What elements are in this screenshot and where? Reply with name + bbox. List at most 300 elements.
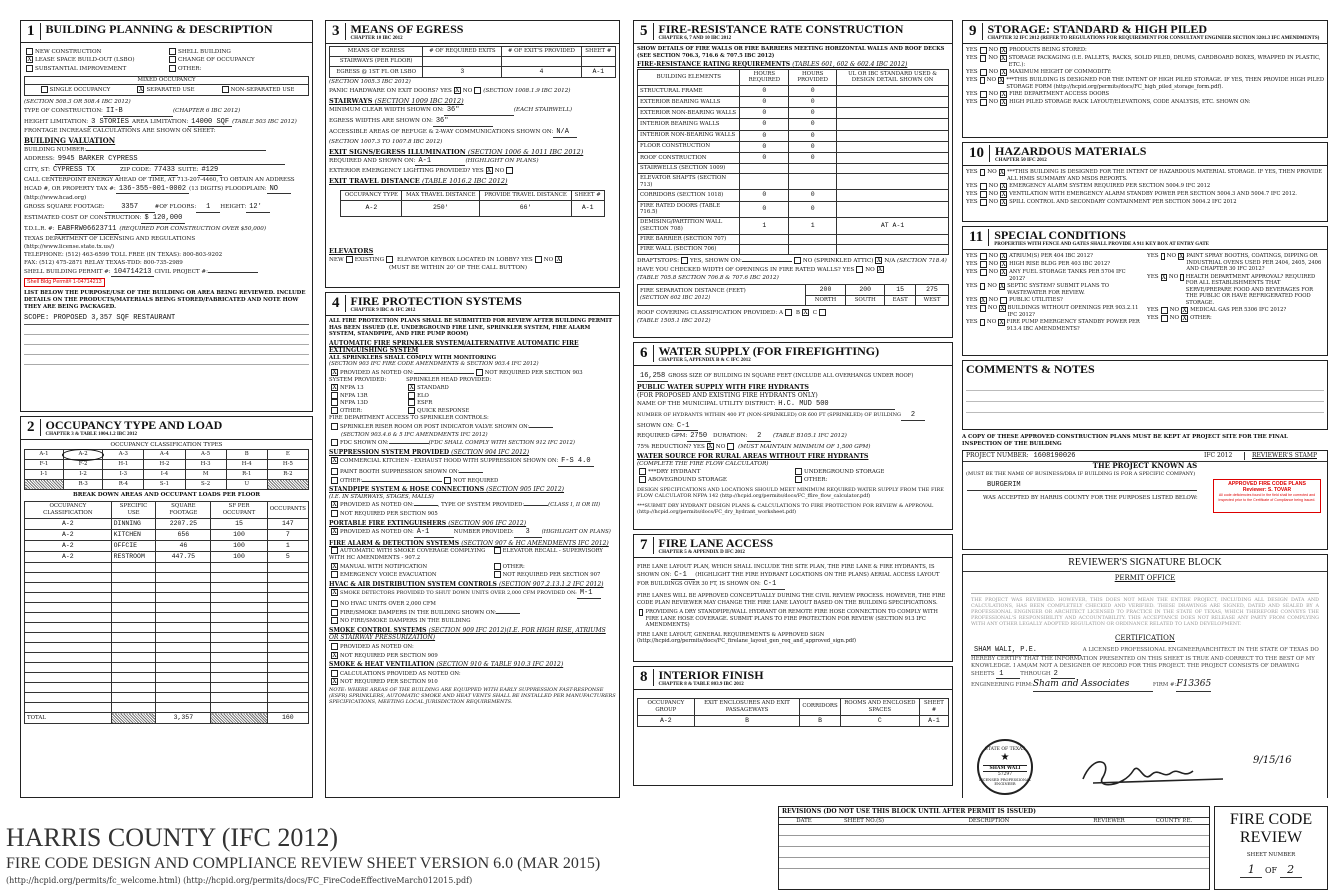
yes-checkbox[interactable] — [980, 253, 987, 260]
occupancy-cell[interactable] — [267, 583, 308, 593]
occupancy-cell[interactable] — [25, 623, 112, 633]
interior-finish-cell[interactable]: B — [800, 715, 840, 726]
access-value[interactable]: N/A — [553, 128, 577, 138]
separation-west-value[interactable]: 275 — [915, 284, 948, 295]
building-number-field[interactable] — [86, 150, 266, 151]
yes-checkbox[interactable] — [1161, 253, 1165, 260]
occupancy-cell[interactable] — [267, 623, 308, 633]
yes-checkbox[interactable] — [980, 47, 987, 54]
occupancy-cell[interactable] — [111, 573, 156, 583]
occupancy-cell[interactable] — [156, 563, 211, 573]
fire-rating-cell[interactable] — [789, 163, 837, 173]
fire-rating-cell[interactable]: 0 — [740, 141, 789, 152]
occupancy-cell[interactable]: 147 — [267, 518, 308, 529]
no-checkbox[interactable]: X — [1179, 253, 1184, 261]
occupancy-cell[interactable] — [156, 603, 211, 613]
fire-rating-cell[interactable] — [837, 163, 949, 173]
fire-rating-cell[interactable]: 1 — [789, 218, 837, 235]
no-hvac-checkbox[interactable] — [331, 600, 338, 607]
fire-rating-cell[interactable] — [740, 244, 789, 254]
yes-checkbox[interactable]: X — [980, 297, 986, 305]
panic-yes-checkbox[interactable]: X — [455, 87, 460, 95]
no-checkbox[interactable]: X — [1001, 199, 1006, 207]
suppression-other-field[interactable] — [362, 481, 442, 482]
fire-rating-cell[interactable] — [837, 152, 949, 163]
occupancy-cell[interactable] — [267, 633, 308, 643]
yes-checkbox[interactable] — [980, 319, 985, 326]
occupancy-cell[interactable] — [211, 703, 267, 713]
sheets-from-value[interactable]: 1 — [996, 670, 1020, 680]
no-checkbox[interactable]: X — [999, 319, 1004, 327]
occupancy-cell[interactable]: A-2 — [25, 551, 112, 562]
occupancy-cell[interactable] — [267, 613, 308, 623]
yes-checkbox[interactable] — [980, 169, 986, 176]
elevator-new-checkbox[interactable] — [346, 256, 353, 263]
system-option-checkbox[interactable] — [331, 399, 338, 406]
occupancy-cell[interactable]: 7 — [267, 529, 308, 540]
firm-value[interactable]: Sham and Associates — [1033, 679, 1153, 691]
smoke-control-notreq-checkbox[interactable]: X — [332, 651, 337, 659]
travel-distance-cell[interactable]: 250' — [402, 200, 480, 216]
no-dampers-checkbox[interactable] — [331, 617, 338, 624]
fire-rating-cell[interactable] — [789, 234, 837, 244]
non-separated-use-checkbox[interactable] — [222, 86, 229, 93]
riser-field[interactable] — [529, 427, 553, 428]
alarm-other-checkbox[interactable] — [494, 563, 501, 570]
suite-value[interactable]: #129 — [198, 166, 222, 176]
elevator-existing-checkbox[interactable] — [386, 256, 393, 263]
extinguishers-sheet-value[interactable]: A-1 — [414, 528, 454, 538]
paint-booth-field[interactable] — [459, 472, 483, 473]
dampers-field[interactable] — [496, 613, 520, 614]
yes-checkbox[interactable] — [980, 69, 987, 76]
floors-value[interactable]: 1 — [196, 203, 220, 213]
water-other-checkbox[interactable] — [795, 476, 802, 483]
sheets-to-value[interactable]: 2 — [1051, 670, 1075, 680]
occupancy-cell[interactable] — [267, 563, 308, 573]
occupancy-cell[interactable] — [111, 623, 156, 633]
tdlr-value[interactable]: EABFRW06623711 — [55, 225, 120, 235]
alarm-auto-checkbox[interactable] — [331, 547, 338, 554]
zip-value[interactable]: 77433 — [151, 166, 178, 176]
fire-rating-cell[interactable]: 0 — [789, 119, 837, 130]
occupancy-cell[interactable] — [156, 583, 211, 593]
floodplain-value[interactable]: NO — [267, 185, 291, 195]
occupancy-cell[interactable] — [111, 683, 156, 693]
occupancy-cell[interactable] — [111, 583, 156, 593]
occupancy-cell[interactable] — [156, 643, 211, 653]
head-option-checkbox[interactable] — [408, 407, 415, 414]
project-name-value[interactable]: BURGERIM — [967, 481, 1197, 491]
egress-width-value[interactable]: 36" — [433, 117, 493, 127]
fire-rating-cell[interactable]: 0 — [740, 86, 789, 97]
yes-checkbox[interactable] — [1161, 315, 1168, 322]
address-value[interactable]: 9945 BARKER CYPRESS — [55, 155, 285, 165]
occupancy-cell[interactable] — [111, 673, 156, 683]
yes-checkbox[interactable] — [980, 191, 987, 198]
draftstops-field[interactable] — [742, 261, 792, 262]
fire-rating-cell[interactable] — [789, 244, 837, 254]
occupancy-cell[interactable] — [111, 703, 156, 713]
hydrants-shown-value[interactable]: C-1 — [674, 422, 698, 432]
yes-checkbox[interactable] — [980, 91, 987, 98]
height-value[interactable]: 12' — [246, 203, 270, 213]
fire-rating-cell[interactable] — [837, 201, 949, 218]
egress-cell[interactable] — [502, 57, 582, 67]
separated-use-checkbox[interactable]: X — [138, 86, 144, 94]
alarm-manual-checkbox[interactable]: X — [332, 562, 337, 570]
occupancy-cell[interactable] — [111, 613, 156, 623]
no-checkbox[interactable]: X — [1001, 183, 1006, 191]
system-option-checkbox[interactable] — [331, 407, 338, 414]
aboveground-checkbox[interactable] — [639, 476, 646, 483]
no-checkbox[interactable] — [1180, 274, 1183, 281]
dampers-checkbox[interactable] — [331, 609, 338, 616]
occupancy-cell[interactable] — [156, 653, 211, 663]
total-sf-value[interactable]: 3,357 — [156, 713, 211, 724]
occupancy-cell[interactable] — [211, 633, 267, 643]
occupancy-cell[interactable] — [267, 653, 308, 663]
fire-rating-cell[interactable]: 0 — [789, 130, 837, 141]
standpipe-provided-field[interactable] — [414, 505, 438, 506]
fire-rating-cell[interactable]: 0 — [789, 190, 837, 201]
occupancy-cell[interactable] — [25, 663, 112, 673]
occupancy-cell[interactable]: A-2 — [25, 540, 112, 551]
yes-checkbox[interactable] — [980, 199, 987, 206]
dry-hydrant-checkbox[interactable] — [639, 468, 646, 475]
travel-distance-cell[interactable]: A-1 — [571, 200, 604, 216]
occupancy-cell[interactable] — [111, 693, 156, 703]
heat-calcs-checkbox[interactable] — [331, 670, 338, 677]
occupancy-cell[interactable] — [25, 633, 112, 643]
min-clear-value[interactable]: 36" — [444, 106, 514, 116]
total-occupants-value[interactable]: 160 — [267, 713, 308, 724]
draftstops-yes-checkbox[interactable] — [681, 257, 688, 264]
interior-finish-cell[interactable]: B — [694, 715, 800, 726]
standpipe-type-field[interactable] — [524, 505, 548, 506]
sheet-total-value[interactable]: 2 — [1280, 863, 1302, 878]
fire-rating-cell[interactable]: 0 — [789, 141, 837, 152]
occupancy-cell[interactable] — [267, 643, 308, 653]
egress-cell[interactable]: 4 — [502, 67, 582, 78]
fdc-field[interactable] — [389, 443, 429, 444]
occupancy-cell[interactable] — [156, 633, 211, 643]
kitchen-hood-checkbox[interactable]: X — [332, 457, 337, 465]
head-option-checkbox[interactable] — [408, 392, 415, 399]
fire-rating-cell[interactable]: 0 — [789, 108, 837, 119]
fire-rating-cell[interactable]: 0 — [740, 119, 789, 130]
area-limit-value[interactable]: 14000 SQF — [188, 118, 232, 128]
occupancy-cell[interactable] — [211, 593, 267, 603]
occupancy-cell[interactable]: KITCHEN — [111, 529, 156, 540]
interior-finish-cell[interactable]: A-1 — [919, 715, 948, 726]
occupancy-cell[interactable] — [211, 623, 267, 633]
no-checkbox[interactable]: X — [1001, 47, 1006, 55]
occupancy-cell[interactable] — [267, 683, 308, 693]
construction-option-checkbox[interactable] — [26, 65, 33, 72]
occupancy-cell[interactable] — [211, 693, 267, 703]
no-checkbox[interactable] — [1000, 297, 1007, 304]
occupancy-cell[interactable] — [25, 653, 112, 663]
occupancy-cell[interactable] — [211, 653, 267, 663]
riser-checkbox[interactable] — [331, 423, 338, 430]
occupancy-cell[interactable] — [156, 673, 211, 683]
egress-cell[interactable]: A-1 — [581, 67, 615, 78]
smoke-detectors-value[interactable]: M-1 — [577, 589, 601, 599]
occupancy-cell[interactable] — [211, 613, 267, 623]
yes-checkbox[interactable] — [1161, 307, 1168, 314]
heat-notreq-checkbox[interactable]: X — [332, 678, 337, 686]
keybox-no-checkbox[interactable]: X — [556, 255, 561, 263]
occupancy-cell[interactable] — [25, 613, 112, 623]
occupancy-cell[interactable] — [156, 623, 211, 633]
occupancy-cell[interactable] — [25, 573, 112, 583]
no-checkbox[interactable]: X — [1000, 305, 1005, 313]
mud-value[interactable]: H.C. MUD 500 — [775, 400, 895, 410]
occupancy-cell[interactable] — [267, 693, 308, 703]
occupancy-cell[interactable] — [267, 573, 308, 583]
aerial-access-value[interactable]: C-1 — [761, 580, 785, 590]
fire-rating-cell[interactable] — [740, 173, 789, 190]
fire-rating-cell[interactable] — [837, 108, 949, 119]
no-checkbox[interactable]: X — [1182, 315, 1187, 323]
roof-c-checkbox[interactable] — [819, 309, 826, 316]
fire-rating-cell[interactable]: 0 — [740, 201, 789, 218]
separation-east-value[interactable]: 15 — [885, 284, 916, 295]
occupancy-cell[interactable] — [25, 693, 112, 703]
fire-rating-cell[interactable]: 0 — [740, 97, 789, 108]
construction-type-value[interactable]: II-B — [103, 107, 173, 117]
yes-checkbox[interactable] — [980, 99, 987, 106]
no-checkbox[interactable]: X — [999, 169, 1004, 177]
system-option-checkbox[interactable] — [331, 392, 338, 399]
head-option-checkbox[interactable] — [408, 399, 415, 406]
occupancy-cell[interactable] — [211, 683, 267, 693]
occupancy-cell[interactable] — [156, 703, 211, 713]
fire-rating-cell[interactable] — [837, 190, 949, 201]
occupancy-cell[interactable] — [156, 663, 211, 673]
ext-emergency-yes-checkbox[interactable]: X — [487, 167, 492, 175]
occupancy-cell[interactable] — [211, 563, 267, 573]
occupancy-cell[interactable] — [267, 593, 308, 603]
occupancy-cell[interactable] — [156, 593, 211, 603]
ext-emergency-no-checkbox[interactable] — [506, 167, 513, 174]
civil-project-field[interactable] — [208, 272, 258, 273]
occupancy-cell[interactable] — [156, 573, 211, 583]
system-option-checkbox[interactable]: X — [332, 384, 337, 392]
fire-rating-cell[interactable]: 0 — [740, 190, 789, 201]
height-limit-value[interactable]: 3 STORIES — [88, 118, 132, 128]
occupancy-cell[interactable]: 100 — [211, 551, 267, 562]
dry-standpipe-checkbox[interactable] — [639, 609, 643, 616]
no-checkbox[interactable]: X — [1001, 269, 1006, 277]
no-checkbox[interactable]: X — [1001, 91, 1006, 99]
fire-rating-cell[interactable] — [837, 141, 949, 152]
no-checkbox[interactable]: X — [1001, 261, 1006, 269]
duration-value[interactable]: 2 — [747, 432, 771, 442]
roof-a-checkbox[interactable] — [785, 309, 792, 316]
fire-rating-cell[interactable] — [740, 163, 789, 173]
draftstops-no-checkbox[interactable] — [794, 257, 801, 264]
occupancy-cell[interactable] — [267, 673, 308, 683]
occupancy-cell[interactable]: 5 — [267, 551, 308, 562]
fire-lane-plan-value[interactable]: C-1 — [671, 571, 695, 581]
reduction-no-checkbox[interactable] — [727, 443, 734, 450]
egress-cell[interactable] — [423, 57, 502, 67]
fire-rating-cell[interactable] — [837, 130, 949, 141]
occupancy-cell[interactable] — [111, 643, 156, 653]
occupancy-cell[interactable] — [156, 683, 211, 693]
no-checkbox[interactable]: X — [1001, 55, 1006, 63]
egress-cell[interactable] — [581, 57, 615, 67]
occupancy-cell[interactable] — [267, 603, 308, 613]
occupancy-cell[interactable]: 15 — [211, 518, 267, 529]
occupancy-cell[interactable]: 100 — [211, 540, 267, 551]
occupancy-cell[interactable] — [25, 673, 112, 683]
travel-distance-cell[interactable]: A-2 — [341, 200, 402, 216]
fire-rating-cell[interactable]: 0 — [789, 152, 837, 163]
occupancy-cell[interactable] — [267, 663, 308, 673]
sprinkler-notreq-checkbox[interactable] — [476, 369, 483, 376]
gross-sf-value[interactable]: 3357 — [105, 203, 155, 213]
occupancy-cell[interactable] — [25, 583, 112, 593]
occupancy-cell[interactable] — [25, 563, 112, 573]
required-shown-value[interactable]: A-1 — [415, 157, 465, 167]
interior-finish-cell[interactable]: C — [840, 715, 919, 726]
occupancy-cell[interactable]: A-2 — [25, 518, 112, 529]
construction-option-checkbox[interactable] — [169, 65, 176, 72]
occupancy-cell[interactable] — [111, 563, 156, 573]
interior-finish-cell[interactable]: A-2 — [638, 715, 695, 726]
extinguishers-checkbox[interactable]: X — [332, 528, 337, 536]
fire-rating-cell[interactable]: AT A-1 — [837, 218, 949, 235]
occupancy-cell[interactable] — [156, 693, 211, 703]
occupancy-cell[interactable]: 2207.25 — [156, 518, 211, 529]
engineer-name-value[interactable]: SHAM WALI, P.E. — [971, 646, 1081, 656]
gpm-value[interactable]: 2750 — [687, 432, 711, 442]
occupancy-cell[interactable] — [25, 703, 112, 713]
openings-no-checkbox[interactable]: X — [878, 265, 883, 273]
occupancy-cell[interactable]: RESTROOM — [111, 551, 156, 562]
cost-value[interactable]: $ 120,000 — [141, 214, 185, 224]
occupancy-cell[interactable] — [111, 603, 156, 613]
extinguishers-number-value[interactable]: 3 — [514, 528, 542, 538]
fire-rating-cell[interactable]: 1 — [740, 218, 789, 235]
suppression-other-checkbox[interactable] — [331, 477, 338, 484]
head-option-checkbox[interactable]: X — [409, 384, 414, 392]
no-checkbox[interactable]: X — [1001, 253, 1006, 261]
fire-rating-cell[interactable]: 0 — [740, 152, 789, 163]
project-number-value[interactable]: 1608190026 — [1033, 451, 1076, 460]
firm-number-value[interactable]: F13365 — [1176, 679, 1211, 691]
yes-checkbox[interactable] — [980, 55, 987, 62]
fire-rating-cell[interactable]: 0 — [789, 201, 837, 218]
fire-rating-cell[interactable]: 0 — [789, 97, 837, 108]
occupancy-cell[interactable] — [211, 673, 267, 683]
sprinkler-provided-checkbox[interactable]: X — [332, 368, 337, 376]
fire-rating-cell[interactable] — [740, 234, 789, 244]
openings-yes-checkbox[interactable] — [856, 266, 863, 273]
keybox-yes-checkbox[interactable] — [535, 256, 542, 263]
fire-rating-cell[interactable] — [837, 119, 949, 130]
yes-checkbox[interactable] — [980, 261, 987, 268]
occupancy-cell[interactable] — [111, 593, 156, 603]
fire-rating-cell[interactable] — [837, 234, 949, 244]
construction-option-checkbox[interactable] — [26, 48, 33, 55]
alarm-notreq-checkbox[interactable] — [494, 571, 501, 578]
occupancy-cell[interactable] — [111, 663, 156, 673]
no-checkbox[interactable]: X — [999, 77, 1004, 85]
reduction-yes-checkbox[interactable]: X — [708, 443, 713, 451]
occupancy-cell[interactable] — [156, 613, 211, 623]
city-value[interactable]: CYPRESS TX — [50, 166, 120, 176]
occupancy-cell[interactable]: 656 — [156, 529, 211, 540]
no-checkbox[interactable]: X — [1182, 307, 1187, 315]
fire-rating-cell[interactable]: 0 — [740, 108, 789, 119]
fire-rating-cell[interactable] — [837, 97, 949, 108]
occupancy-cell[interactable] — [111, 633, 156, 643]
sprinkler-provided-field[interactable] — [414, 373, 474, 374]
occupancy-cell[interactable] — [211, 663, 267, 673]
paint-booth-checkbox[interactable] — [331, 468, 338, 475]
hydrants-value[interactable]: 2 — [901, 411, 925, 421]
hcad-value[interactable]: 136-355-001-0002 — [116, 185, 189, 195]
occupancy-cell[interactable]: 100 — [211, 529, 267, 540]
fire-rating-cell[interactable] — [789, 173, 837, 190]
yes-checkbox[interactable] — [980, 77, 985, 84]
shell-permit-value[interactable]: 104714213 — [111, 268, 155, 278]
occupancy-cell[interactable] — [211, 603, 267, 613]
occupancy-cell[interactable] — [25, 683, 112, 693]
fire-rating-cell[interactable]: 0 — [789, 86, 837, 97]
construction-option-checkbox[interactable] — [169, 48, 176, 55]
no-checkbox[interactable]: X — [1001, 191, 1006, 199]
separation-south-value[interactable]: 200 — [846, 284, 885, 295]
scope-value[interactable]: SCOPE: PROPOSED 3,357 SQF RESTAURANT — [24, 313, 309, 325]
fire-rating-cell[interactable] — [837, 244, 949, 254]
occupancy-cell[interactable] — [211, 643, 267, 653]
panic-no-checkbox[interactable] — [474, 87, 481, 94]
underground-checkbox[interactable] — [795, 468, 802, 475]
occupancy-cell[interactable] — [25, 603, 112, 613]
no-checkbox[interactable]: X — [999, 283, 1005, 291]
water-gross-value[interactable]: 16,258 — [637, 372, 668, 382]
occupancy-cell[interactable]: 46 — [156, 540, 211, 551]
standpipe-provided-checkbox[interactable]: X — [332, 501, 337, 509]
egress-cell[interactable]: 3 — [423, 67, 502, 78]
occupancy-cell[interactable] — [25, 643, 112, 653]
no-checkbox[interactable]: X — [1001, 69, 1006, 77]
occupancy-cell[interactable] — [25, 593, 112, 603]
occupancy-cell[interactable]: 1 — [267, 540, 308, 551]
separation-north-value[interactable]: 200 — [805, 284, 845, 295]
occupancy-cell[interactable]: A-2 — [25, 529, 112, 540]
standpipe-notreq-checkbox[interactable] — [331, 510, 338, 517]
occupancy-cell[interactable] — [211, 583, 267, 593]
occupancy-cell[interactable]: OFFCIE — [111, 540, 156, 551]
yes-checkbox[interactable] — [980, 283, 986, 290]
fire-rating-cell[interactable]: 0 — [740, 130, 789, 141]
occupancy-cell[interactable] — [267, 703, 308, 713]
occupancy-cell[interactable] — [211, 573, 267, 583]
construction-option-checkbox[interactable] — [169, 56, 176, 63]
no-checkbox[interactable]: X — [1001, 99, 1006, 107]
construction-option-checkbox[interactable]: X — [27, 56, 32, 64]
yes-checkbox[interactable] — [980, 269, 987, 276]
yes-checkbox[interactable] — [980, 183, 987, 190]
kitchen-hood-value[interactable]: F-S 4.0 — [558, 457, 593, 467]
fire-rating-cell[interactable] — [837, 86, 949, 97]
